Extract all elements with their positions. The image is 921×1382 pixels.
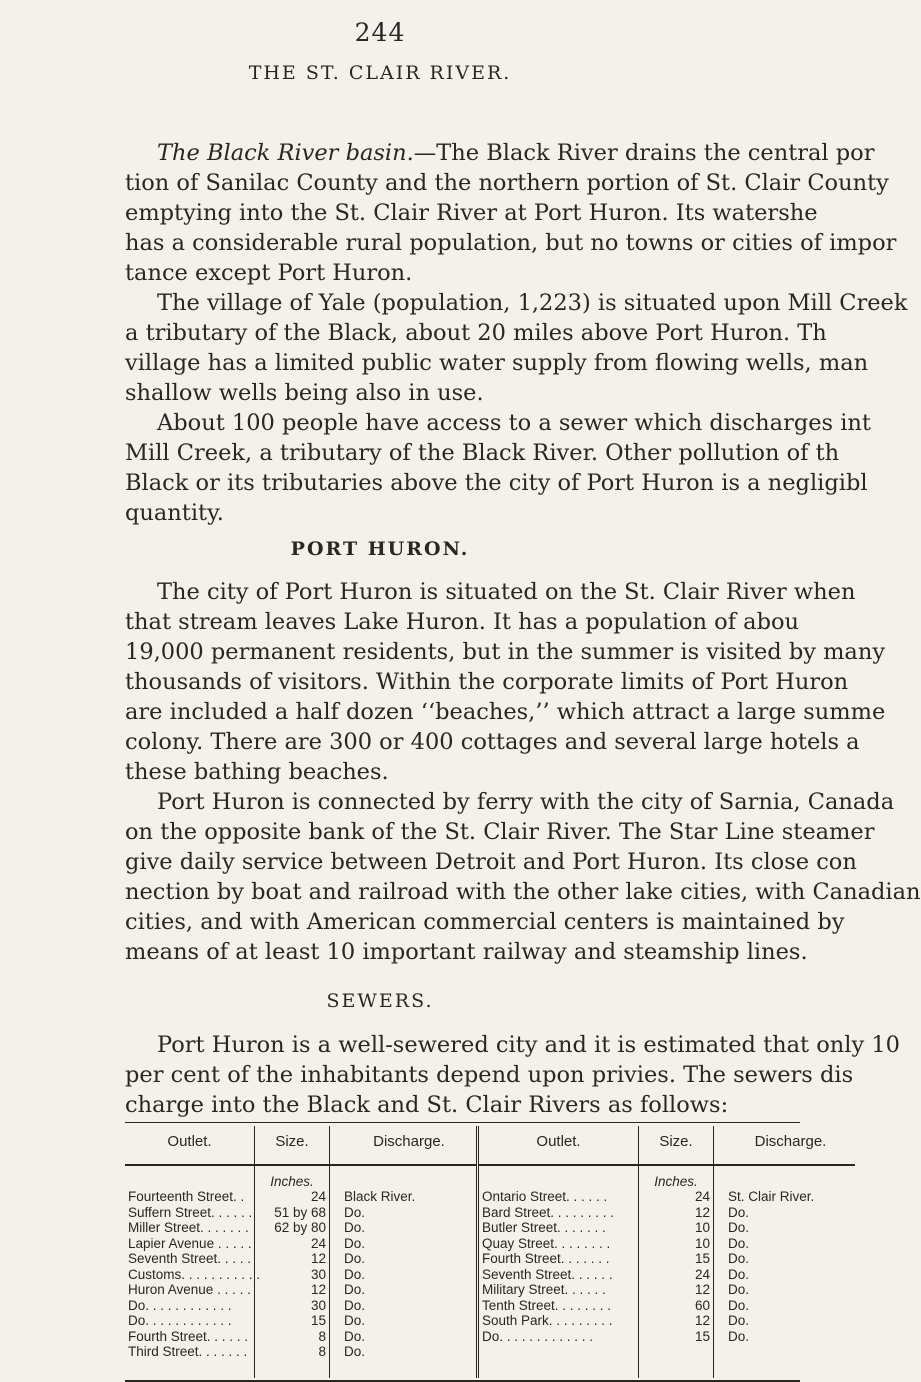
discharge-cell-right: Do. — [714, 1298, 856, 1314]
text-line: charge into the Black and St. Clair Rivers as follows: — [125, 1092, 729, 1118]
discharge-cell-right — [714, 1344, 856, 1378]
discharge-cell: Do. — [330, 1205, 478, 1221]
discharge-cell-right: Do. — [714, 1205, 856, 1221]
discharge-cell: Do. — [330, 1251, 478, 1267]
black-river-basin-section — [125, 138, 908, 528]
discharge-cell-right: Do. — [714, 1313, 856, 1329]
outlet-cell-right: Tenth Street. . . . . . . . — [478, 1298, 639, 1314]
size-cell-right: 24 — [639, 1189, 714, 1205]
text-line: tion of Sanilac County and the northern portion of St. Clair County — [125, 170, 889, 196]
outlet-cell-right: South Park. . . . . . . . . — [478, 1313, 639, 1329]
outlet-cell: Do. . . . . . . . . . . . — [128, 1313, 232, 1328]
size-cell: 8 — [255, 1329, 330, 1345]
text-line: shallow wells being also in use. — [125, 380, 484, 406]
outlet-cell: Fourteenth Street. . — [128, 1189, 245, 1204]
header-discharge-right: Discharge. — [714, 1126, 856, 1165]
outlet-cell: Miller Street. . . . . . . — [128, 1220, 249, 1235]
outlet-cell: Customs. . . . . . . . . . . — [128, 1266, 261, 1282]
heading-sewers: SEWERS. — [326, 990, 434, 1012]
table-row — [125, 1205, 855, 1221]
text-line: these bathing beaches. — [125, 759, 389, 785]
text-line: has a considerable rural population, but no towns or cities of impor — [125, 230, 897, 256]
outlet-cell-right: Quay Street. . . . . . . . — [478, 1236, 639, 1252]
text-line: give daily service between Detroit and Port Huron. Its close con — [125, 849, 857, 875]
table-header-row — [125, 1126, 855, 1165]
text-line: 19,000 permanent residents, but in the summer is visited by many — [125, 639, 886, 665]
sewers-section — [125, 1030, 900, 1120]
size-cell: 8 — [255, 1344, 330, 1378]
size-cell: 24 — [255, 1236, 330, 1252]
sewer-outlets-table — [125, 1126, 855, 1378]
text-line: Mill Creek, a tributary of the Black River. Other pollution of th — [125, 440, 840, 466]
outlet-cell: Third Street. . . . . . . — [128, 1344, 248, 1359]
size-cell-right — [639, 1344, 714, 1378]
table-top-rule — [125, 1122, 800, 1123]
table-row — [125, 1236, 855, 1252]
size-cell: 51 by 68 — [255, 1205, 330, 1221]
text-line: About 100 people have access to a sewer which discharges int — [157, 410, 871, 436]
text-line: means of at least 10 important railway and steamship lines. — [125, 939, 808, 965]
discharge-cell-right: Do. — [714, 1282, 856, 1298]
discharge-cell-right: Do. — [714, 1251, 856, 1267]
heading-port-huron: PORT HURON. — [290, 538, 470, 560]
text-line: quantity. — [125, 500, 224, 526]
header-outlet-right: Outlet. — [478, 1126, 639, 1165]
size-cell-right: 60 — [639, 1298, 714, 1314]
table-row — [125, 1251, 855, 1267]
text-line: Port Huron is connected by ferry with the city of Sarnia, Canada — [157, 789, 895, 815]
outlet-cell-right: Military Street. . . . . . — [478, 1282, 639, 1298]
discharge-cell-right: Do. — [714, 1267, 856, 1283]
table-row — [125, 1344, 855, 1378]
table-units-row — [125, 1165, 855, 1190]
discharge-cell-right: St. Clair River. — [714, 1189, 856, 1205]
size-cell-right: 15 — [639, 1251, 714, 1267]
table-row — [125, 1220, 855, 1236]
discharge-cell: Do. — [330, 1220, 478, 1236]
size-cell: 62 by 80 — [255, 1220, 330, 1236]
discharge-cell-right: Do. — [714, 1236, 856, 1252]
text-line: The Black River basin.—The Black River drains the central por — [157, 140, 875, 166]
text-line: are included a half dozen ‘‘beaches,’’ which attract a large summe — [125, 699, 886, 725]
size-cell: 12 — [255, 1282, 330, 1298]
text-line: that stream leaves Lake Huron. It has a population of abou — [125, 609, 800, 635]
table-row — [125, 1329, 855, 1345]
discharge-cell: Do. — [330, 1282, 478, 1298]
table-row — [125, 1267, 855, 1283]
outlet-cell: Seventh Street. . . . . — [128, 1251, 252, 1266]
outlet-cell: Huron Avenue . . . . . — [128, 1282, 251, 1297]
text-line: cities, and with American commercial centers is maintained by — [125, 909, 845, 935]
text-line: a tributary of the Black, about 20 miles above Port Huron. Th — [125, 320, 827, 346]
outlet-cell: Suffern Street. . . . . . — [128, 1204, 253, 1220]
size-cell-right: 10 — [639, 1236, 714, 1252]
header-size: Size. — [255, 1126, 330, 1165]
outlet-cell-right: Seventh Street. . . . . . — [478, 1267, 639, 1283]
size-cell-right: 24 — [639, 1267, 714, 1283]
text-line: The city of Port Huron is situated on the St. Clair River when — [157, 579, 856, 605]
page-number: 244 — [354, 18, 406, 47]
table-row — [125, 1313, 855, 1329]
running-head: THE ST. CLAIR RIVER. — [248, 62, 512, 84]
size-cell-right: 10 — [639, 1220, 714, 1236]
units-label: Inches. — [255, 1165, 330, 1190]
text-line: village has a limited public water supply from flowing wells, man — [125, 350, 869, 376]
size-cell: 15 — [255, 1313, 330, 1329]
size-cell-right: 15 — [639, 1329, 714, 1345]
discharge-cell: Do. — [330, 1313, 478, 1329]
discharge-cell: Black River. — [330, 1189, 478, 1205]
outlet-cell-right: Ontario Street. . . . . . — [478, 1189, 639, 1205]
text-line: nection by boat and railroad with the other lake cities, with Canadian — [125, 879, 921, 905]
text-line: per cent of the inhabitants depend upon privies. The sewers dis — [125, 1062, 854, 1088]
outlet-cell-right — [478, 1344, 639, 1378]
text-line: tance except Port Huron. — [125, 260, 413, 286]
size-cell: 12 — [255, 1251, 330, 1267]
discharge-cell: Do. — [330, 1298, 478, 1314]
size-cell-right: 12 — [639, 1205, 714, 1221]
discharge-cell: Do. — [330, 1267, 478, 1283]
text-line: on the opposite bank of the St. Clair River. The Star Line steamer — [125, 819, 875, 845]
discharge-cell: Do. — [330, 1329, 478, 1345]
outlet-cell-right: Butler Street. . . . . . . — [478, 1220, 639, 1236]
header-discharge: Discharge. — [330, 1126, 478, 1165]
discharge-cell-right: Do. — [714, 1220, 856, 1236]
outlet-cell-right: Do. . . . . . . . . . . . . — [478, 1329, 639, 1345]
text-line: The village of Yale (population, 1,223) is situated upon Mill Creek — [157, 290, 908, 316]
outlet-cell: Lapier Avenue . . . . . — [128, 1235, 252, 1251]
discharge-cell: Do. — [330, 1344, 478, 1378]
size-cell: 24 — [255, 1189, 330, 1205]
size-cell: 30 — [255, 1298, 330, 1314]
outlet-cell: Fourth Street. . . . . . — [128, 1328, 249, 1344]
table-row — [125, 1189, 855, 1205]
units-label-right: Inches. — [639, 1165, 714, 1190]
text-line: Port Huron is a well-sewered city and it is estimated that only 10 — [157, 1032, 900, 1058]
discharge-cell: Do. — [330, 1236, 478, 1252]
outlet-cell-right: Bard Street. . . . . . . . . — [478, 1205, 639, 1221]
header-size-right: Size. — [639, 1126, 714, 1165]
text-line: colony. There are 300 or 400 cottages and several large hotels a — [125, 729, 860, 755]
size-cell: 30 — [255, 1267, 330, 1283]
text-line: Black or its tributaries above the city of Port Huron is a negligibl — [125, 470, 868, 496]
table-row — [125, 1282, 855, 1298]
size-cell-right: 12 — [639, 1282, 714, 1298]
text-line: thousands of visitors. Within the corporate limits of Port Huron — [125, 669, 849, 695]
table-row — [125, 1298, 855, 1314]
discharge-cell-right: Do. — [714, 1329, 856, 1345]
outlet-cell: Do. . . . . . . . . . . . — [128, 1297, 232, 1313]
port-huron-section — [125, 577, 921, 967]
size-cell-right: 12 — [639, 1313, 714, 1329]
outlet-cell-right: Fourth Street. . . . . . . — [478, 1251, 639, 1267]
header-outlet: Outlet. — [125, 1126, 255, 1165]
text-line: emptying into the St. Clair River at Port Huron. Its watershe — [125, 200, 818, 226]
